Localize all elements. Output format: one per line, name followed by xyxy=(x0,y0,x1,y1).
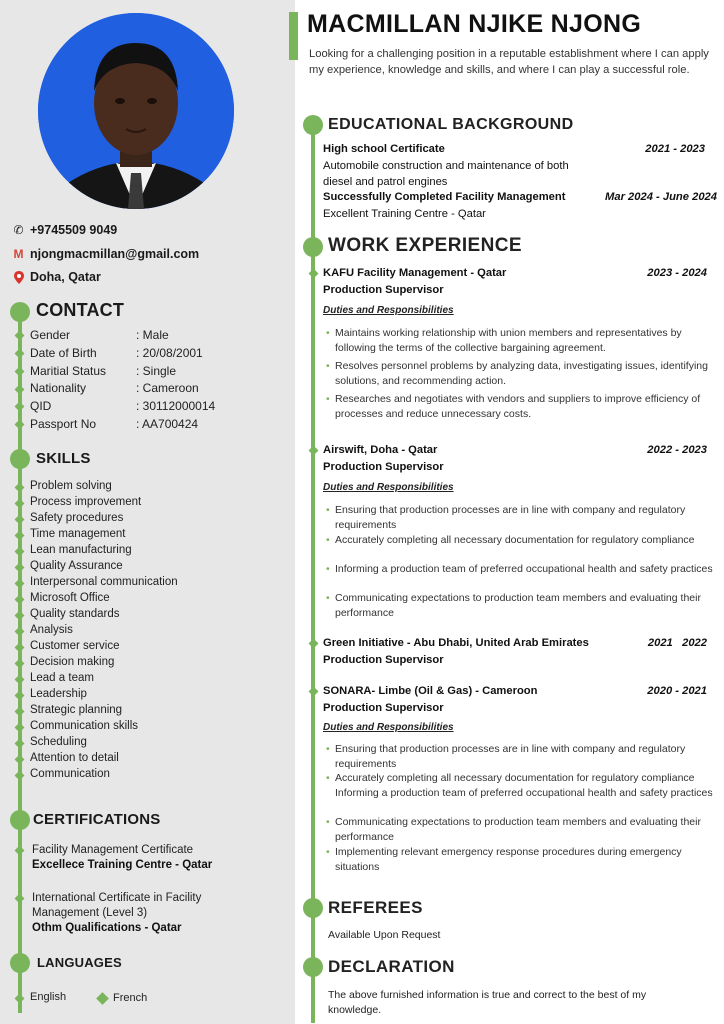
skills-heading: SKILLS xyxy=(36,450,91,467)
skill-item: Safety procedures xyxy=(30,512,124,524)
timeline-tick xyxy=(15,894,25,904)
duty-bullet: • Resolves personnel problems by analyzing data, investigating issues, identifying solutions, and recommending action. xyxy=(326,359,716,388)
skill-item: Strategic planning xyxy=(30,704,123,716)
timeline-dot xyxy=(303,237,323,257)
languages-heading: LANGUAGES xyxy=(37,955,122,970)
skill-item: Scheduling xyxy=(30,736,87,748)
timeline-tick xyxy=(15,499,25,509)
location-pin-icon xyxy=(12,271,25,284)
job-role: Production Supervisor xyxy=(323,284,444,296)
duty-bullet: • Accurately completing all necessary documentation for regulatory compliance xyxy=(326,533,716,548)
job-row: KAFU Facility Management - Qatar 2023 - 2024 xyxy=(323,267,707,279)
duty-bullet: • Researches and negotiates with vendors and suppliers to improve efficiency of processes and reduce unnecessary costs. xyxy=(326,392,716,421)
timeline-tick xyxy=(15,547,25,557)
skill-item: Attention to detail xyxy=(30,752,119,764)
timeline-tick xyxy=(15,579,25,589)
main-timeline xyxy=(311,125,315,1023)
timeline-dot xyxy=(10,302,30,322)
mail-icon: M xyxy=(13,247,24,261)
timeline-tick xyxy=(15,385,25,395)
timeline-dot xyxy=(10,953,30,973)
objective-text: Looking for a challenging position in a reputable establishment where I can apply my experience, knowledge and skills, and where I can play a successful role. xyxy=(309,48,709,76)
skill-item: Quality standards xyxy=(30,608,120,620)
contact-field: Date of Birth : 20/08/2001 xyxy=(30,346,203,360)
timeline-tick xyxy=(15,483,25,493)
skill-item: Decision making xyxy=(30,656,115,668)
timeline-tick xyxy=(15,771,25,781)
referees-heading: REFEREES xyxy=(328,898,423,917)
skill-item: Microsoft Office xyxy=(30,592,110,604)
language-item: French xyxy=(113,992,148,1004)
phone-icon: ✆ xyxy=(13,223,24,237)
declaration-text: The above furnished information is true and correct to the best of my knowledge. xyxy=(328,989,647,1016)
timeline-tick xyxy=(15,723,25,733)
timeline-tick xyxy=(15,611,25,621)
duties-label: Duties and Responsibilities xyxy=(323,305,454,316)
timeline-tick xyxy=(15,402,25,412)
phone-text: +9745509 9049 xyxy=(30,223,118,237)
skill-item: Lead a team xyxy=(30,672,94,684)
contact-heading: CONTACT xyxy=(36,300,125,320)
timeline-tick xyxy=(15,643,25,653)
skill-item: Communication skills xyxy=(30,720,139,732)
job-row: SONARA- Limbe (Oil & Gas) - Cameroon 2020 - 2021 xyxy=(323,685,707,697)
name-accent-bar xyxy=(289,12,298,60)
duty-bullet: • Ensuring that production processes are in line with company and regulatory requirements xyxy=(326,742,716,771)
skill-item: Interpersonal communication xyxy=(30,576,178,588)
duty-bullet: • Communicating expectations to production team members and evaluating their performance xyxy=(326,815,716,844)
timeline-tick xyxy=(15,515,25,525)
education-heading: EDUCATIONAL BACKGROUND xyxy=(328,116,574,133)
timeline-tick xyxy=(15,331,25,341)
skill-item: Quality Assurance xyxy=(30,560,123,572)
skill-item: Leadership xyxy=(30,688,87,700)
person-portrait-icon xyxy=(38,13,234,209)
job-role: Production Supervisor xyxy=(323,461,444,473)
contact-field: Passport No : AA700424 xyxy=(30,417,199,431)
phone-line[interactable] xyxy=(12,223,117,237)
education-detail: diesel and patrol engines xyxy=(323,176,448,188)
duty-bullet: • Ensuring that production processes are in line with company and regulatory requirements xyxy=(326,503,716,532)
duties-label: Duties and Responsibilities xyxy=(323,482,454,493)
job-row: Airswift, Doha - Qatar 2022 - 2023 xyxy=(323,444,707,456)
location-text: Doha, Qatar xyxy=(30,270,101,284)
timeline-tick xyxy=(15,349,25,359)
contact-field: Gender : Male xyxy=(30,328,169,342)
timeline-tick xyxy=(15,420,25,430)
certification-item: International Certificate in Facility Management (Level 3) Othm Qualifications - Qatar xyxy=(32,892,202,934)
timeline-tick xyxy=(15,595,25,605)
timeline-tick xyxy=(15,691,25,701)
candidate-name: MACMILLAN NJIKE NJONG xyxy=(307,10,642,38)
duty-bullet: • Communicating expectations to production team members and evaluating their performance xyxy=(326,591,716,620)
timeline-dot xyxy=(10,449,30,469)
skill-item: Problem solving xyxy=(30,480,112,492)
timeline-tick xyxy=(15,531,25,541)
sidebar xyxy=(0,0,295,1024)
email-text: njongmacmillan@gmail.com xyxy=(30,247,200,261)
work-heading: WORK EXPERIENCE xyxy=(328,235,522,256)
timeline-tick xyxy=(15,707,25,717)
timeline-tick xyxy=(15,563,25,573)
skill-item: Customer service xyxy=(30,640,120,652)
education-detail: Excellent Training Centre - Qatar xyxy=(323,208,486,220)
job-role: Production Supervisor xyxy=(323,702,444,714)
duties-label: Duties and Responsibilities xyxy=(323,722,454,733)
job-row: Green Initiative - Abu Dhabi, United Arab Emirates 2021 2022 xyxy=(323,637,707,649)
language-item: English xyxy=(30,991,67,1003)
skill-item: Process improvement xyxy=(30,496,142,508)
skill-item: Lean manufacturing xyxy=(30,544,132,556)
education-row: Successfully Completed Facility Management Mar 2024 - June 2024 xyxy=(323,191,717,203)
contact-field: Maritial Status : Single xyxy=(30,364,177,378)
education-row: High school Certificate 2021 - 2023 xyxy=(323,143,705,155)
timeline-dot xyxy=(10,810,30,830)
profile-photo xyxy=(38,13,234,209)
skill-item: Communication xyxy=(30,768,110,780)
timeline-tick xyxy=(15,846,25,856)
duty-bullet: • Accurately completing all necessary documentation for regulatory compliance Informing a production team of preferred occupational health and safety practices xyxy=(326,771,716,800)
email-line[interactable] xyxy=(12,247,199,261)
location-line xyxy=(12,270,101,284)
timeline-dot xyxy=(303,115,323,135)
duty-bullet: • Maintains working relationship with union members and representatives by following the terms of the collective bargaining agreement. xyxy=(326,326,716,355)
diamond-icon xyxy=(96,992,109,1005)
duty-bullet: • Informing a production team of preferred occupational health and safety practices xyxy=(326,562,716,577)
timeline-tick xyxy=(15,739,25,749)
timeline-tick xyxy=(15,627,25,637)
certifications-heading: CERTIFICATIONS xyxy=(33,811,161,828)
job-role: Production Supervisor xyxy=(323,654,444,666)
timeline-tick xyxy=(15,659,25,669)
skill-item: Analysis xyxy=(30,624,73,636)
skill-item: Time management xyxy=(30,528,126,540)
timeline-dot xyxy=(303,898,323,918)
education-detail: Automobile construction and maintenance of both xyxy=(323,160,569,172)
contact-field: QID : 30112000014 xyxy=(30,399,216,413)
duty-bullet: • Implementing relevant emergency response procedures during emergency situations xyxy=(326,845,716,874)
timeline-tick xyxy=(15,675,25,685)
timeline-dot xyxy=(303,957,323,977)
timeline-tick xyxy=(15,755,25,765)
referees-text: Available Upon Request xyxy=(328,929,441,941)
timeline-tick xyxy=(15,994,25,1004)
certification-item: Facility Management Certificate Excellece Training Centre - Qatar xyxy=(32,844,213,871)
declaration-heading: DECLARATION xyxy=(328,957,455,976)
contact-field: Nationality : Cameroon xyxy=(30,381,199,395)
timeline-tick xyxy=(15,367,25,377)
